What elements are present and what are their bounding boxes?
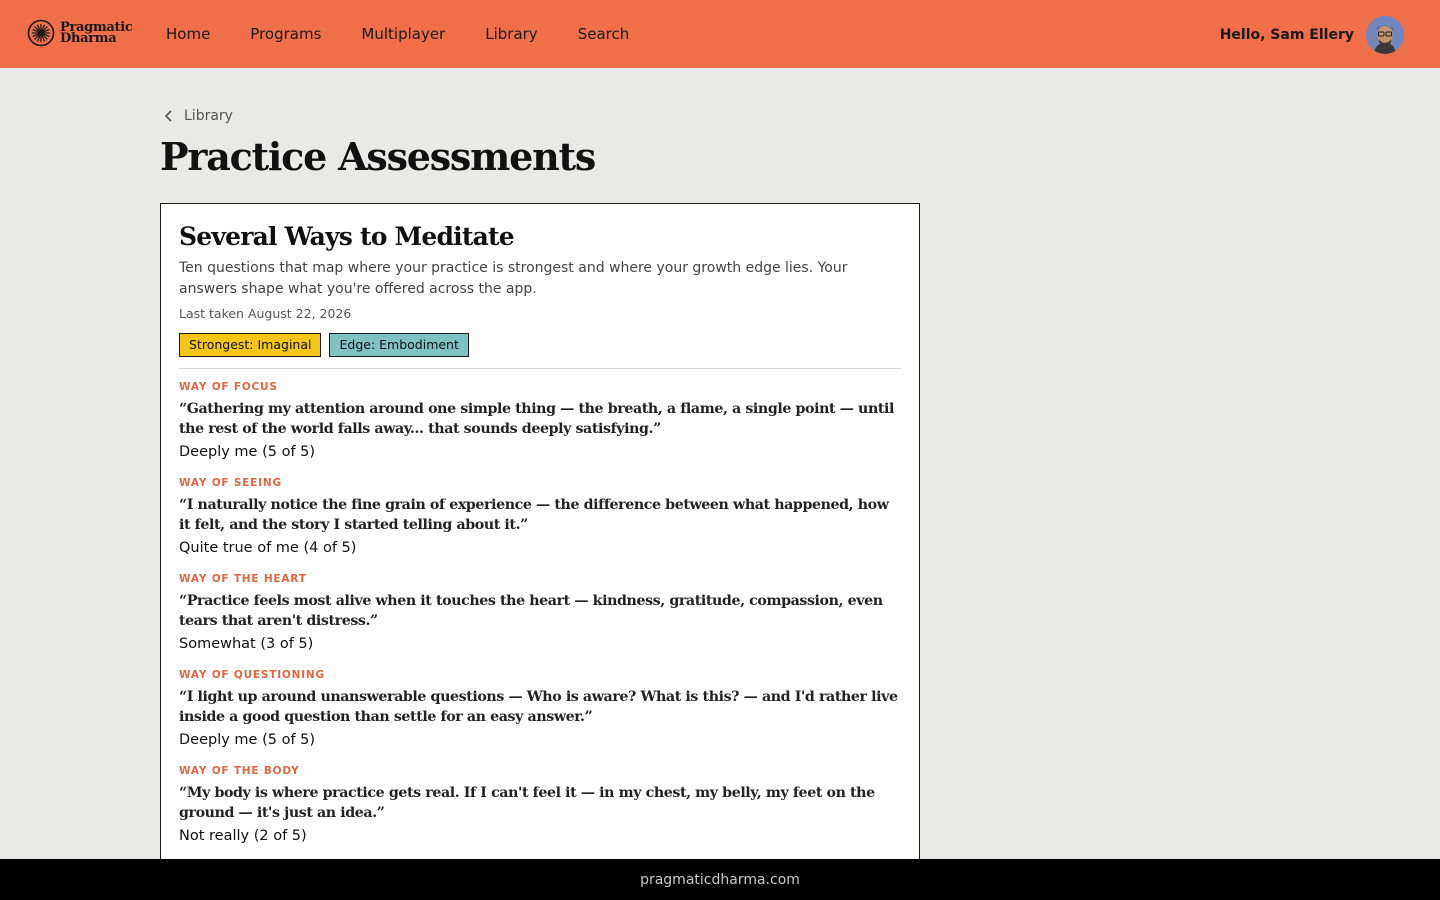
nav-programs[interactable]: Programs [250,25,322,43]
question-text: “I naturally notice the fine grain of experience — the difference between what happened, how it felt, and the story I started telling about it.” [179,497,889,533]
chevron-left-icon [164,110,174,122]
sun-logo-icon [27,19,55,47]
assessment-card [160,203,920,883]
question-category: WAY OF FOCUS [179,381,278,393]
edge-tag: Edge: Embodiment [329,333,468,357]
strongest-tag: Strongest: Imaginal [179,333,321,357]
question-item [179,573,901,654]
logo-line-1: Pragmatic [60,20,133,35]
question-item [179,381,901,462]
avatar[interactable] [1366,16,1404,54]
breadcrumb-label: Library [184,108,233,124]
question-list [179,381,901,883]
question-answer: Quite true of me (4 of 5) [179,540,357,556]
assessment-description: Ten questions that map where your practice is strongest and where your growth edge lies. Your answers shape what you're offered across the app. [179,260,848,297]
logo[interactable] [27,19,132,47]
nav-home[interactable]: Home [166,25,211,43]
question-item [179,669,901,750]
last-taken-date: Last taken August 22, 2026 [179,306,352,321]
question-answer: Not really (2 of 5) [179,828,307,844]
question-answer: Deeply me (5 of 5) [179,732,316,748]
question-answer: Somewhat (3 of 5) [179,636,314,652]
question-category: WAY OF QUESTIONING [179,669,325,681]
question-item [179,477,901,558]
divider [179,368,901,369]
logo-line-2: Dharma [60,31,117,46]
nav-search[interactable]: Search [577,25,630,43]
question-text: “I light up around unanswerable questions — Who is aware? What is this? — and I'd rather live inside a good question than settle for an easy answer.” [179,689,898,725]
user-menu[interactable] [1220,16,1404,54]
top-nav-bar [0,0,1440,68]
user-greeting: Hello, Sam Ellery [1219,27,1354,43]
question-answer: Deeply me (5 of 5) [179,444,316,460]
nav-library[interactable]: Library [485,25,538,43]
question-text: “My body is where practice gets real. If I can't feel it — in my chest, my belly, my feet on the ground — it's just an idea.” [179,785,875,821]
page-title: Practice Assessments [160,134,596,179]
question-category: WAY OF SEEING [179,477,282,489]
footer [0,859,1440,900]
nav-multiplayer[interactable]: Multiplayer [361,25,446,43]
question-text: “Gathering my attention around one simple thing — the breath, a flame, a single point — until the rest of the world falls away... that sounds deeply satisfying.” [179,401,894,437]
main-nav [166,0,669,68]
question-category: WAY OF THE BODY [179,765,300,777]
breadcrumb[interactable] [164,108,233,124]
question-item [179,765,901,846]
question-category: WAY OF THE HEART [179,573,307,585]
question-text: “Practice feels most alive when it touches the heart — kindness, gratitude, compassion, even tears that aren't distress.” [179,593,883,629]
assessment-title: Several Ways to Meditate [179,222,514,251]
result-tags [179,333,901,357]
footer-link[interactable]: pragmaticdharma.com [640,871,800,888]
logo-wordmark [60,22,132,44]
